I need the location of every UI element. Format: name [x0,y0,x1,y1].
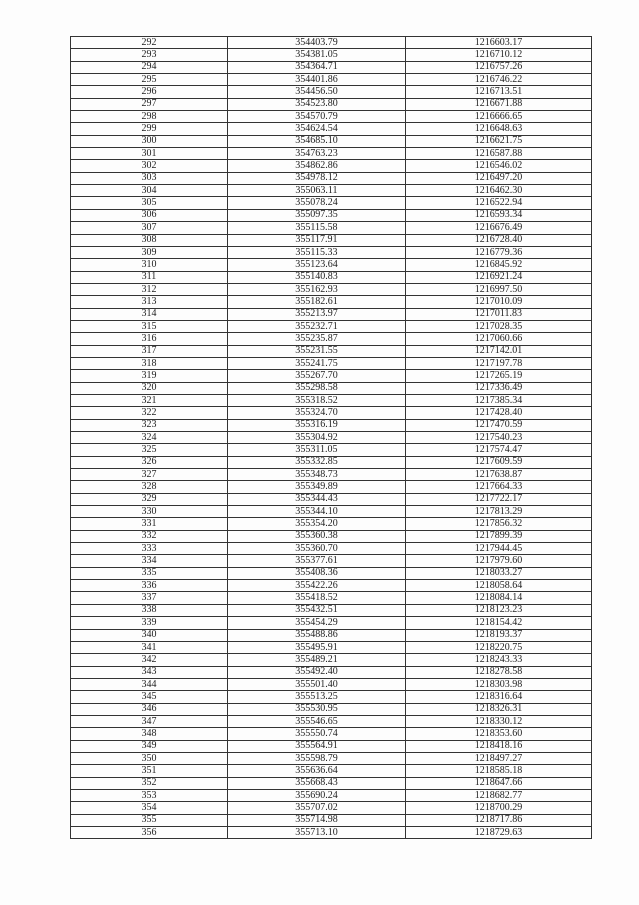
point-number-cell: 325 [71,444,228,456]
table-row [71,592,592,604]
y-coordinate-cell: 1217574.47 [406,444,592,456]
point-number-cell: 320 [71,382,228,394]
x-coordinate-cell: 354523.80 [228,98,406,110]
x-coordinate-cell: 355377.61 [228,555,406,567]
point-number-cell: 305 [71,197,228,209]
table-row [71,703,592,715]
x-coordinate-cell: 355123.64 [228,259,406,271]
table-row [71,74,592,86]
table-row [71,444,592,456]
y-coordinate-cell: 1218033.27 [406,567,592,579]
y-coordinate-cell: 1216587.88 [406,148,592,160]
y-coordinate-cell: 1216462.30 [406,185,592,197]
table-row [71,308,592,320]
point-number-cell: 351 [71,765,228,777]
y-coordinate-cell: 1217664.33 [406,481,592,493]
y-coordinate-cell: 1218058.64 [406,580,592,592]
y-coordinate-cell: 1218193.37 [406,629,592,641]
x-coordinate-cell: 355063.11 [228,185,406,197]
y-coordinate-cell: 1217944.45 [406,543,592,555]
table-row [71,678,592,690]
y-coordinate-cell: 1218220.75 [406,641,592,653]
table-row [71,752,592,764]
table-row [71,777,592,789]
x-coordinate-cell: 355298.58 [228,382,406,394]
y-coordinate-cell: 1216746.22 [406,74,592,86]
table-row [71,222,592,234]
table-row [71,111,592,123]
y-coordinate-cell: 1218326.31 [406,703,592,715]
x-coordinate-cell: 355454.29 [228,617,406,629]
table-row [71,740,592,752]
x-coordinate-cell: 355418.52 [228,592,406,604]
table-row [71,185,592,197]
y-coordinate-cell: 1218497.27 [406,752,592,764]
y-coordinate-cell: 1218418.16 [406,740,592,752]
table-row [71,357,592,369]
x-coordinate-cell: 355115.33 [228,246,406,258]
table-row [71,617,592,629]
x-coordinate-cell: 355598.79 [228,752,406,764]
y-coordinate-cell: 1218330.12 [406,715,592,727]
point-number-cell: 337 [71,592,228,604]
y-coordinate-cell: 1217428.40 [406,407,592,419]
y-coordinate-cell: 1217142.01 [406,345,592,357]
point-number-cell: 293 [71,49,228,61]
point-number-cell: 336 [71,580,228,592]
point-number-cell: 292 [71,37,228,49]
x-coordinate-cell: 355690.24 [228,789,406,801]
x-coordinate-cell: 354978.12 [228,172,406,184]
table-row [71,691,592,703]
table-row [71,481,592,493]
point-number-cell: 354 [71,802,228,814]
table-row [71,604,592,616]
y-coordinate-cell: 1217011.83 [406,308,592,320]
x-coordinate-cell: 355117.91 [228,234,406,246]
table-row [71,580,592,592]
point-number-cell: 304 [71,185,228,197]
table-row [71,197,592,209]
y-coordinate-cell: 1217899.39 [406,530,592,542]
point-number-cell: 340 [71,629,228,641]
point-number-cell: 346 [71,703,228,715]
point-number-cell: 350 [71,752,228,764]
x-coordinate-cell: 355714.98 [228,814,406,826]
point-number-cell: 329 [71,493,228,505]
y-coordinate-cell: 1218123.23 [406,604,592,616]
y-coordinate-cell: 1216603.17 [406,37,592,49]
table-row [71,629,592,641]
point-number-cell: 333 [71,543,228,555]
table-row [71,666,592,678]
point-number-cell: 330 [71,506,228,518]
table-row [71,506,592,518]
x-coordinate-cell: 355489.21 [228,654,406,666]
point-number-cell: 353 [71,789,228,801]
table-row [71,209,592,221]
y-coordinate-cell: 1217265.19 [406,370,592,382]
table-row [71,382,592,394]
point-number-cell: 312 [71,283,228,295]
table-row [71,641,592,653]
table-row [71,160,592,172]
x-coordinate-cell: 354685.10 [228,135,406,147]
point-number-cell: 348 [71,728,228,740]
point-number-cell: 299 [71,123,228,135]
point-number-cell: 338 [71,604,228,616]
x-coordinate-cell: 355235.87 [228,333,406,345]
x-coordinate-cell: 355488.86 [228,629,406,641]
y-coordinate-cell: 1218717.86 [406,814,592,826]
y-coordinate-cell: 1217979.60 [406,555,592,567]
point-number-cell: 347 [71,715,228,727]
table-row [71,407,592,419]
x-coordinate-cell: 355241.75 [228,357,406,369]
coordinates-table [70,36,592,839]
x-coordinate-cell: 355550.74 [228,728,406,740]
y-coordinate-cell: 1216522.94 [406,197,592,209]
point-number-cell: 343 [71,666,228,678]
point-number-cell: 303 [71,172,228,184]
table-row [71,283,592,295]
point-number-cell: 297 [71,98,228,110]
x-coordinate-cell: 354403.79 [228,37,406,49]
point-number-cell: 306 [71,209,228,221]
coordinates-table-body [71,37,592,839]
x-coordinate-cell: 355408.36 [228,567,406,579]
y-coordinate-cell: 1216779.36 [406,246,592,258]
x-coordinate-cell: 355344.43 [228,493,406,505]
table-row [71,259,592,271]
y-coordinate-cell: 1217540.23 [406,432,592,444]
y-coordinate-cell: 1216621.75 [406,135,592,147]
point-number-cell: 324 [71,432,228,444]
y-coordinate-cell: 1216757.26 [406,61,592,73]
point-number-cell: 294 [71,61,228,73]
point-number-cell: 332 [71,530,228,542]
point-number-cell: 298 [71,111,228,123]
point-number-cell: 331 [71,518,228,530]
table-row [71,715,592,727]
point-number-cell: 334 [71,555,228,567]
point-number-cell: 302 [71,160,228,172]
x-coordinate-cell: 355564.91 [228,740,406,752]
point-number-cell: 322 [71,407,228,419]
x-coordinate-cell: 354570.79 [228,111,406,123]
y-coordinate-cell: 1216676.49 [406,222,592,234]
y-coordinate-cell: 1218700.29 [406,802,592,814]
y-coordinate-cell: 1217638.87 [406,469,592,481]
point-number-cell: 311 [71,271,228,283]
y-coordinate-cell: 1217010.09 [406,296,592,308]
y-coordinate-cell: 1217722.17 [406,493,592,505]
x-coordinate-cell: 354364.71 [228,61,406,73]
x-coordinate-cell: 355530.95 [228,703,406,715]
table-row [71,654,592,666]
table-row [71,37,592,49]
table-row [71,370,592,382]
y-coordinate-cell: 1216713.51 [406,86,592,98]
table-row [71,246,592,258]
point-number-cell: 319 [71,370,228,382]
y-coordinate-cell: 1217197.78 [406,357,592,369]
y-coordinate-cell: 1216921.24 [406,271,592,283]
point-number-cell: 309 [71,246,228,258]
x-coordinate-cell: 355668.43 [228,777,406,789]
x-coordinate-cell: 355162.93 [228,283,406,295]
y-coordinate-cell: 1217813.29 [406,506,592,518]
x-coordinate-cell: 355495.91 [228,641,406,653]
x-coordinate-cell: 355636.64 [228,765,406,777]
x-coordinate-cell: 355360.38 [228,530,406,542]
point-number-cell: 314 [71,308,228,320]
table-row [71,456,592,468]
point-number-cell: 300 [71,135,228,147]
x-coordinate-cell: 355707.02 [228,802,406,814]
x-coordinate-cell: 354862.86 [228,160,406,172]
x-coordinate-cell: 355316.19 [228,419,406,431]
x-coordinate-cell: 355231.55 [228,345,406,357]
y-coordinate-cell: 1218303.98 [406,678,592,690]
table-row [71,333,592,345]
y-coordinate-cell: 1218084.14 [406,592,592,604]
y-coordinate-cell: 1218243.33 [406,654,592,666]
point-number-cell: 323 [71,419,228,431]
x-coordinate-cell: 355348.73 [228,469,406,481]
point-number-cell: 318 [71,357,228,369]
y-coordinate-cell: 1218585.18 [406,765,592,777]
table-row [71,469,592,481]
point-number-cell: 317 [71,345,228,357]
table-row [71,827,592,839]
x-coordinate-cell: 355344.10 [228,506,406,518]
table-row [71,432,592,444]
table-row [71,802,592,814]
table-row [71,172,592,184]
table-row [71,419,592,431]
point-number-cell: 307 [71,222,228,234]
x-coordinate-cell: 355267.70 [228,370,406,382]
y-coordinate-cell: 1217609.59 [406,456,592,468]
y-coordinate-cell: 1216593.34 [406,209,592,221]
point-number-cell: 356 [71,827,228,839]
table-row [71,765,592,777]
table-row [71,789,592,801]
y-coordinate-cell: 1218647.66 [406,777,592,789]
y-coordinate-cell: 1218353.60 [406,728,592,740]
x-coordinate-cell: 355318.52 [228,394,406,406]
y-coordinate-cell: 1217336.49 [406,382,592,394]
point-number-cell: 327 [71,469,228,481]
x-coordinate-cell: 354456.50 [228,86,406,98]
point-number-cell: 344 [71,678,228,690]
point-number-cell: 341 [71,641,228,653]
table-row [71,98,592,110]
table-row [71,123,592,135]
x-coordinate-cell: 354763.23 [228,148,406,160]
x-coordinate-cell: 355360.70 [228,543,406,555]
point-number-cell: 316 [71,333,228,345]
x-coordinate-cell: 355492.40 [228,666,406,678]
y-coordinate-cell: 1217385.34 [406,394,592,406]
y-coordinate-cell: 1217060.66 [406,333,592,345]
x-coordinate-cell: 355232.71 [228,320,406,332]
y-coordinate-cell: 1218729.63 [406,827,592,839]
y-coordinate-cell: 1216666.65 [406,111,592,123]
x-coordinate-cell: 355078.24 [228,197,406,209]
x-coordinate-cell: 355332.85 [228,456,406,468]
point-number-cell: 313 [71,296,228,308]
x-coordinate-cell: 355324.70 [228,407,406,419]
x-coordinate-cell: 355182.61 [228,296,406,308]
point-number-cell: 355 [71,814,228,826]
point-number-cell: 349 [71,740,228,752]
point-number-cell: 301 [71,148,228,160]
x-coordinate-cell: 354381.05 [228,49,406,61]
x-coordinate-cell: 355115.58 [228,222,406,234]
point-number-cell: 352 [71,777,228,789]
x-coordinate-cell: 354401.86 [228,74,406,86]
y-coordinate-cell: 1216728.40 [406,234,592,246]
table-row [71,49,592,61]
table-row [71,728,592,740]
table-row [71,394,592,406]
y-coordinate-cell: 1218316.64 [406,691,592,703]
point-number-cell: 339 [71,617,228,629]
point-number-cell: 342 [71,654,228,666]
y-coordinate-cell: 1216845.92 [406,259,592,271]
point-number-cell: 328 [71,481,228,493]
table-row [71,814,592,826]
table-row [71,530,592,542]
x-coordinate-cell: 355213.97 [228,308,406,320]
y-coordinate-cell: 1216648.63 [406,123,592,135]
y-coordinate-cell: 1218682.77 [406,789,592,801]
y-coordinate-cell: 1216671.88 [406,98,592,110]
point-number-cell: 326 [71,456,228,468]
table-row [71,148,592,160]
table-row [71,271,592,283]
y-coordinate-cell: 1216997.50 [406,283,592,295]
table-row [71,234,592,246]
point-number-cell: 295 [71,74,228,86]
point-number-cell: 335 [71,567,228,579]
x-coordinate-cell: 355422.26 [228,580,406,592]
table-row [71,567,592,579]
x-coordinate-cell: 355501.40 [228,678,406,690]
y-coordinate-cell: 1216710.12 [406,49,592,61]
y-coordinate-cell: 1217028.35 [406,320,592,332]
table-row [71,135,592,147]
x-coordinate-cell: 355349.89 [228,481,406,493]
point-number-cell: 296 [71,86,228,98]
y-coordinate-cell: 1216546.02 [406,160,592,172]
table-row [71,493,592,505]
y-coordinate-cell: 1218154.42 [406,617,592,629]
y-coordinate-cell: 1217856.32 [406,518,592,530]
x-coordinate-cell: 355432.51 [228,604,406,616]
table-row [71,345,592,357]
x-coordinate-cell: 355513.25 [228,691,406,703]
table-row [71,543,592,555]
x-coordinate-cell: 355140.83 [228,271,406,283]
point-number-cell: 345 [71,691,228,703]
point-number-cell: 308 [71,234,228,246]
point-number-cell: 321 [71,394,228,406]
x-coordinate-cell: 355546.65 [228,715,406,727]
table-row [71,296,592,308]
x-coordinate-cell: 355311.05 [228,444,406,456]
x-coordinate-cell: 354624.54 [228,123,406,135]
y-coordinate-cell: 1218278.58 [406,666,592,678]
table-row [71,320,592,332]
table-row [71,518,592,530]
x-coordinate-cell: 355097.35 [228,209,406,221]
point-number-cell: 310 [71,259,228,271]
x-coordinate-cell: 355354.20 [228,518,406,530]
x-coordinate-cell: 355713.10 [228,827,406,839]
y-coordinate-cell: 1217470.59 [406,419,592,431]
table-row [71,555,592,567]
table-row [71,86,592,98]
x-coordinate-cell: 355304.92 [228,432,406,444]
point-number-cell: 315 [71,320,228,332]
table-row [71,61,592,73]
y-coordinate-cell: 1216497.20 [406,172,592,184]
